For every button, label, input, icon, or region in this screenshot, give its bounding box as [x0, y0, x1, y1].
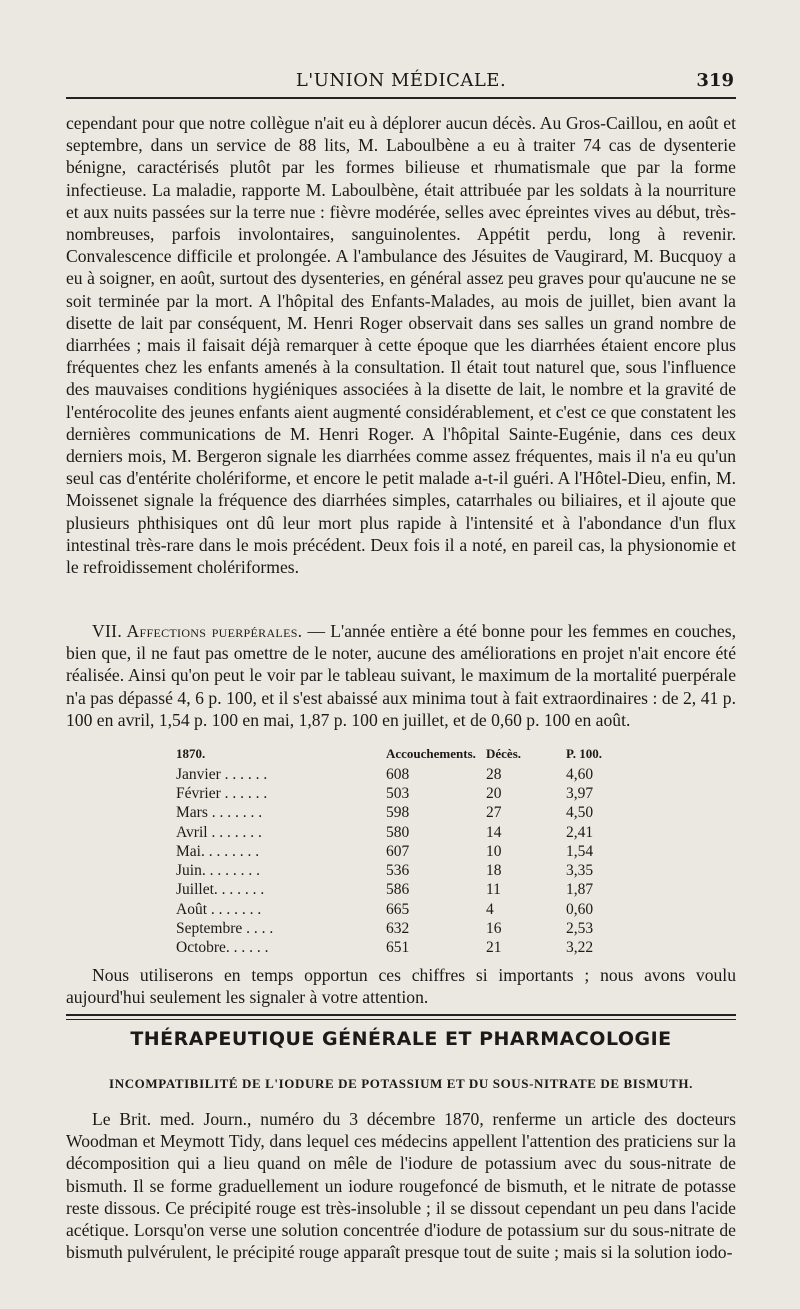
subsection-title: INCOMPATIBILITÉ DE L'IODURE DE POTASSIUM ET DU SOUS-NITRATE DE BISMUTH. [109, 1076, 693, 1091]
table-cell-deaths: 20 [486, 784, 502, 802]
table-cell-month: Mars . . . . . . . [176, 804, 263, 822]
table-cell-deaths: 10 [486, 842, 502, 860]
paragraph-conclusion [66, 964, 736, 1008]
table-cell-percent: 2,41 [566, 823, 594, 841]
table-cell-births: 536 [386, 862, 410, 880]
section-rule-top-thin [66, 1019, 736, 1020]
table-cell-births: 665 [386, 900, 410, 918]
table-cell-percent: 3,97 [566, 784, 594, 802]
paragraph-text: — L'année entière a été bonne pour les femmes en couches, bien que, il ne faut pas omettre de le noter, aucune des améliorations en projet n'ait encore été réalisée. Ainsi qu'on peut le voir par le tableau suivant, le maximum de la mortalité puerpérale n'a pas dépassé 4, 6 p. 100, et il s'est abaissé aux minima tout à fait extraordinaires : de 2, 41 p. 100 en avril, 1,54 p. 100 en mai, 1,87 p. 100 en juillet, et de 0,60 p. 100 en août. [66, 621, 736, 730]
table-cell-month: Septembre . . . . [176, 920, 274, 938]
table-cell-percent: 3,22 [566, 939, 594, 957]
paragraph-text: cependant pour que notre collègue n'ait eu à déplorer aucun décès. Au Gros-Caillou, en août et septembre, dans un service de 88 lits, M. Laboulbène a eu à traiter 74 cas de dysenterie bénigne, caractérisés plutôt par les formes bilieuse et rhumatismale que par la forme infectieuse. La maladie, rapporte M. Laboulbène, était attribuée par les soldats à la nourriture et aux nuits passées sur la terre nue : fièvre modérée, selles avec épreintes vives au début, très-nombreuses, parfois involontaires, sanguinolentes. Appétit perdu, long à revenir. Convalescence difficile et prolongée. A l'ambulance des Jésuites de Vaugirard, M. Bucquoy a eu à soigner, en août, surtout des dysenteries, en général assez peu graves pour qu'aucune ne se soit terminée par la mort. A l'hôpital des Enfants-Malades, au mois de juillet, bien avant la disette de lait par conséquent, M. Henri Roger observait dans ses salles un grand nombre de diarrhées ; mais il faisait déjà remarquer à cette époque que les diarrhées étaient encore plus fréquentes chez les enfants amenés à la consultation. Il était tout naturel que, sous l'influence des mauvaises conditions hygiéniques associées à la disette de lait, le nombre et la gravité de l'entérocolite des jeunes enfants aient augmenté considérablement, et c'est ce que constatent les dernières communications de M. Henri Roger. A l'hôpital Sainte-Eugénie, dans ces deux derniers mois, M. Bergeron signale les diarrhées comme assez fréquentes, mais il n'a eu qu'un seul cas d'entérite cholériforme, et encore le petit malade a-t-il guéri. A l'Hôtel-Dieu, enfin, M. Moissenet signale la fréquence des diarrhées simples, catarrhales ou biliaires, et il ajoute que plusieurs phthisiques ont dû leur mort plus rapide à l'intensité et à l'abondance d'un flux intestinal très-rare dans le mois précédent. Deux fois il a noté, en pareil cas, la physionomie et le refroidissement cholériformes. [66, 113, 736, 578]
table-row [176, 900, 646, 919]
table-cell-births: 608 [386, 765, 410, 783]
mortality-table [176, 746, 646, 958]
table-cell-deaths: 4 [486, 900, 494, 918]
paragraph-puerperal [66, 620, 736, 731]
table-cell-month: Juin. . . . . . . . [176, 862, 260, 880]
table-row [176, 861, 646, 880]
table-cell-percent: 1,54 [566, 842, 594, 860]
table-cell-month: Avril . . . . . . . [176, 823, 262, 841]
table-cell-deaths: 21 [486, 939, 502, 957]
table-row [176, 823, 646, 842]
table-cell-month: Août . . . . . . . [176, 900, 262, 918]
paragraph-text: Le Brit. med. Journ., numéro du 3 décembre 1870, renferme un article des docteurs Woodman et Meymott Tidy, dans lequel ces médecins appellent l'attention des praticiens sur la décomposition qui a lieu quand on mêle de l'iodure de potassium avec du sous-nitrate de bismuth. Il se forme graduellement un iodure rougefoncé de bismuth, et le nitrate de potasse reste dissous. Ce précipité rouge est très-insoluble ; il se dissout cependant un peu dans l'acide acétique. Lorsqu'on verse une solution concentrée d'iodure de potassium sur du sous-nitrate de bismuth pulvérulent, le précipité rouge apparaît presque tout de suite ; mais si la solution iodo- [66, 1109, 736, 1263]
section-heading-puerperal: VII. Affections puerpérales. [92, 621, 303, 641]
table-row [176, 784, 646, 803]
table-cell-deaths: 27 [486, 804, 502, 822]
paragraph-dysentery [66, 112, 736, 578]
paragraph-bismuth [66, 1108, 736, 1263]
header-rule [66, 97, 736, 99]
page-number: 319 [696, 70, 734, 91]
table-cell-births: 651 [386, 939, 410, 957]
table-cell-births: 586 [386, 881, 410, 899]
table-cell-month: Octobre. . . . . . [176, 939, 269, 957]
table-cell-percent: 4,60 [566, 765, 594, 783]
table-cell-births: 598 [386, 804, 410, 822]
table-cell-deaths: 18 [486, 862, 502, 880]
table-row [176, 804, 646, 823]
table-cell-month: Juillet. . . . . . . [176, 881, 265, 899]
table-cell-deaths: 14 [486, 823, 502, 841]
table-cell-deaths: 11 [486, 881, 501, 899]
table-cell-month: Mai. . . . . . . . [176, 842, 260, 860]
table-row [176, 881, 646, 900]
table-cell-percent: 1,87 [566, 881, 594, 899]
paragraph-text: Nous utiliserons en temps opportun ces chiffres si importants ; nous avons voulu aujourd'hui seulement les signaler à votre attention. [66, 965, 736, 1008]
column-header-deaths: Décès. [486, 746, 522, 761]
table-cell-month: Février . . . . . . [176, 784, 268, 802]
column-header-percent: P. 100. [566, 746, 602, 761]
column-header-year: 1870. [176, 746, 206, 761]
table-cell-deaths: 28 [486, 765, 502, 783]
section-title: THÉRAPEUTIQUE GÉNÉRALE ET PHARMACOLOGIE [130, 1028, 672, 1050]
table-body [176, 765, 646, 958]
table-row [176, 765, 646, 784]
table-cell-deaths: 16 [486, 920, 502, 938]
table-cell-month: Janvier . . . . . . [176, 765, 268, 783]
table-cell-births: 580 [386, 823, 410, 841]
running-title: L'UNION MÉDICALE. [295, 70, 507, 91]
table-cell-births: 632 [386, 920, 410, 938]
table-row [176, 939, 646, 958]
table-row [176, 842, 646, 861]
column-header-births: Accouchements. [386, 746, 476, 761]
table-cell-percent: 0,60 [566, 900, 594, 918]
table-header-row [176, 746, 646, 765]
table-cell-births: 503 [386, 784, 410, 802]
table-cell-percent: 2,53 [566, 920, 594, 938]
section-rule-top [66, 1014, 736, 1016]
table-row [176, 919, 646, 938]
table-cell-percent: 3,35 [566, 862, 594, 880]
table-cell-births: 607 [386, 842, 410, 860]
table-cell-percent: 4,50 [566, 804, 594, 822]
page-header [66, 70, 736, 94]
